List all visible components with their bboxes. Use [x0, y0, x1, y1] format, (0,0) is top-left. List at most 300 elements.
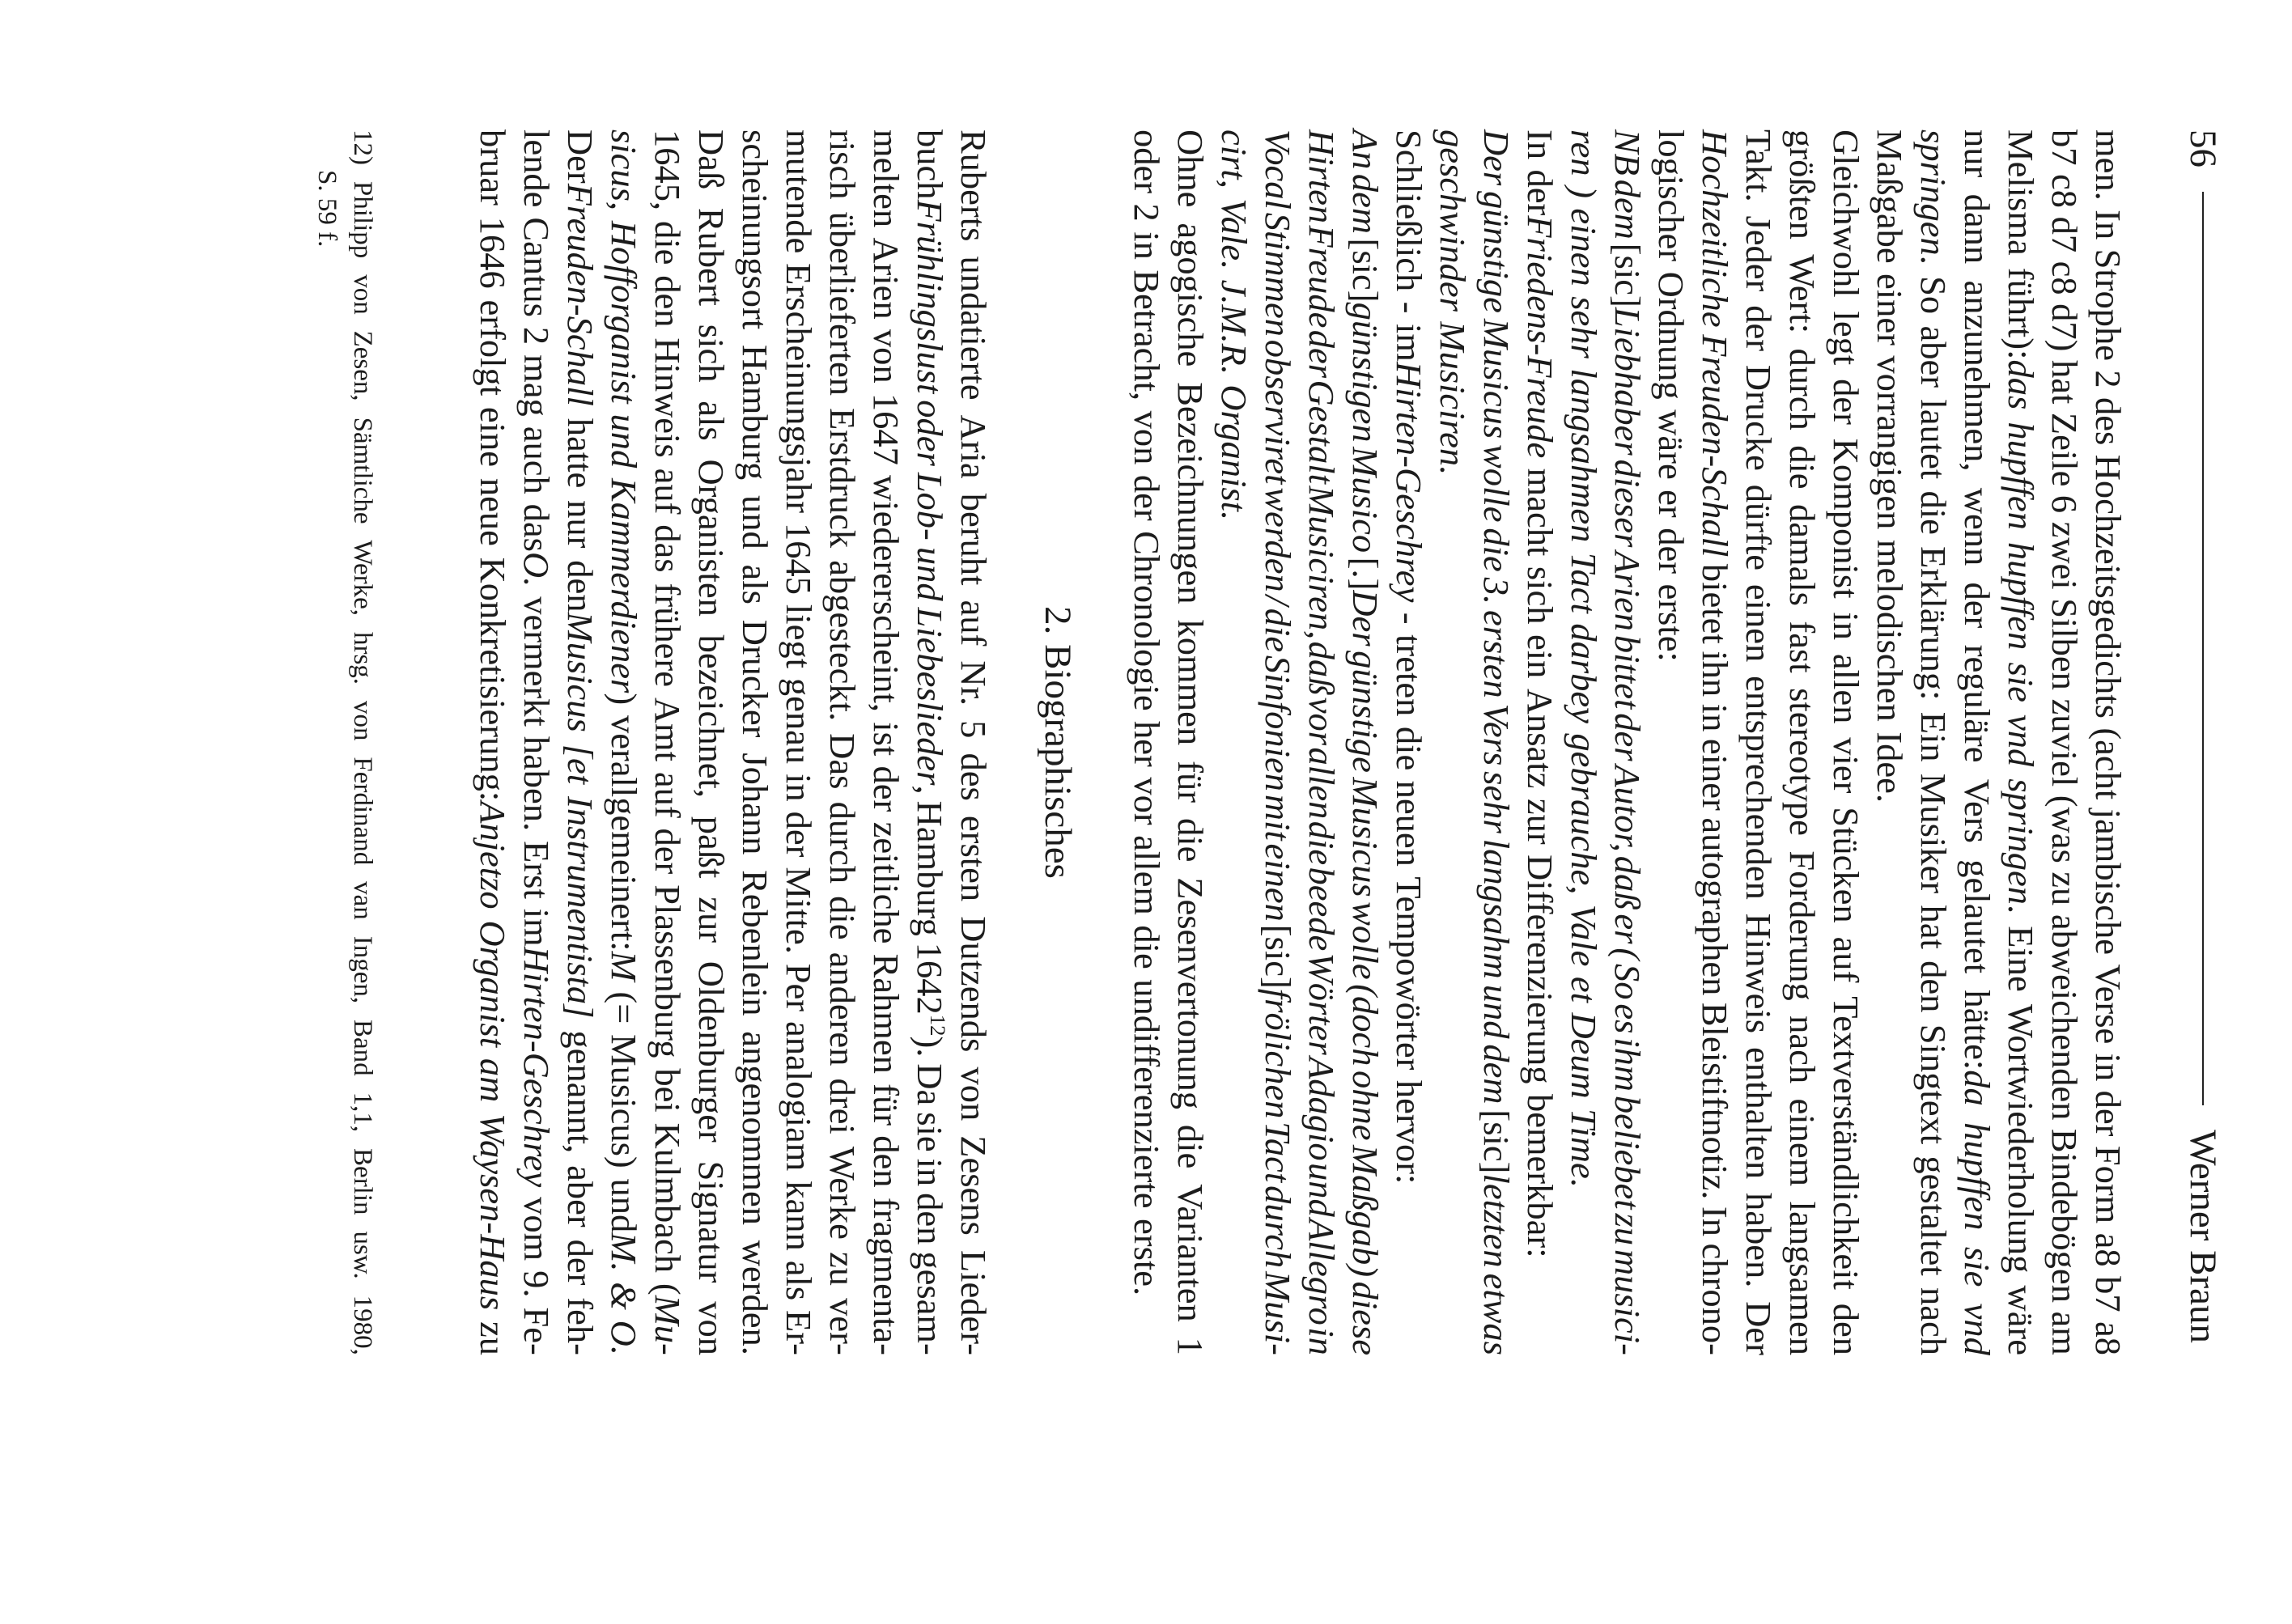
word: den — [647, 275, 688, 328]
word: chrono- — [1695, 1243, 1735, 1355]
word: neuen — [1389, 780, 1429, 867]
word: der — [1127, 474, 1167, 521]
word: So — [1607, 963, 1648, 1000]
paragraph — [1649, 129, 1868, 1355]
word: für — [866, 1083, 906, 1126]
word: dem — [1345, 173, 1386, 235]
word: Varianten — [1170, 1184, 1211, 1322]
word: Er- — [779, 1310, 819, 1355]
word: Freude — [1301, 225, 1342, 329]
word: ohne — [1345, 1070, 1386, 1141]
word: in — [1301, 1327, 1342, 1355]
word: macht — [1520, 468, 1560, 557]
word: Signatur — [691, 1160, 732, 1283]
word: sehr — [1564, 296, 1604, 358]
section-heading: 2. Biographisches — [1037, 606, 1079, 879]
text-line — [1562, 129, 1606, 1355]
word: Wörter — [1301, 952, 1342, 1055]
word: auf — [647, 468, 688, 515]
word: ihm — [1607, 1037, 1648, 1092]
word: bietet — [1695, 563, 1735, 644]
word: a8 — [2088, 1232, 2129, 1267]
word: et — [1564, 976, 1604, 1003]
word: sich — [1520, 566, 1560, 625]
word: als — [691, 401, 732, 441]
word: [et — [560, 744, 601, 785]
word: musici- — [1607, 1249, 1648, 1355]
word: So — [1913, 276, 1954, 315]
word: oder — [1127, 129, 1167, 194]
word: kommen — [1170, 619, 1211, 746]
word: allem — [1127, 835, 1167, 915]
word: Erklärung: — [1913, 546, 1954, 701]
word: hupffen — [2001, 541, 2041, 651]
word: Oldenburger — [691, 960, 732, 1143]
word: gesam- — [910, 1251, 950, 1355]
text-line — [1649, 129, 1693, 1355]
word: Verse — [2088, 964, 2129, 1045]
word: der — [779, 811, 819, 858]
word: einem — [1782, 1098, 1823, 1187]
word: Textverständlichkeit — [1826, 996, 1866, 1290]
word: Arien — [866, 237, 906, 320]
word: NB — [1607, 129, 1648, 176]
word: erste: — [1651, 583, 1691, 662]
text-line — [558, 129, 602, 1355]
word: denMusicus — [560, 560, 601, 732]
word: durch — [1258, 1185, 1298, 1269]
word: Bezeichnungen — [1170, 382, 1211, 604]
word: Wert: — [1782, 254, 1823, 334]
word: er — [1651, 490, 1691, 518]
word: zu — [2044, 871, 2085, 906]
word: Hamburg — [735, 344, 775, 481]
word: vermerkt — [516, 596, 557, 727]
word: enthalten — [1738, 1047, 1779, 1180]
word: Hinweis — [1738, 913, 1779, 1034]
word: anderen — [822, 952, 863, 1066]
word: bei — [647, 1068, 688, 1113]
word: (= — [604, 991, 644, 1024]
word: bruar — [473, 129, 513, 206]
word: Maßgab) — [1345, 1144, 1386, 1278]
word: den — [1826, 1303, 1866, 1355]
word: er — [1607, 914, 1648, 944]
word: die — [1476, 528, 1517, 572]
word: am — [2044, 1311, 2085, 1355]
word: am — [473, 1058, 513, 1103]
word: Aria — [953, 414, 994, 479]
word: erfolgt — [473, 299, 513, 396]
word: ( — [1607, 948, 1648, 960]
word: wenn — [1957, 487, 1997, 566]
paragraph — [1518, 129, 1562, 1355]
word: springen. — [2001, 778, 2041, 914]
word: aber — [560, 1165, 601, 1228]
paragraph — [1125, 129, 1212, 1355]
word: die — [1782, 445, 1823, 490]
word: Organist. — [1214, 384, 1254, 521]
word: der — [560, 1239, 601, 1286]
word: 1 — [1170, 1337, 1211, 1355]
word: vnd — [1957, 1303, 1997, 1355]
word: werden. — [735, 1240, 775, 1355]
word: undatierte — [953, 256, 994, 401]
word: den — [1913, 960, 1954, 1013]
paragraph — [1868, 129, 2130, 1355]
word: J.M.R. — [1214, 279, 1254, 375]
word: überlieferten — [822, 211, 863, 396]
word: und — [1476, 984, 1517, 1039]
word: eine — [473, 406, 513, 468]
word: mag — [516, 354, 557, 417]
word: paßt — [691, 816, 732, 879]
word: der — [2088, 1090, 2129, 1137]
word: zwei — [2044, 521, 2085, 590]
word: bittet — [1607, 634, 1648, 710]
word: Vale. — [1214, 198, 1254, 270]
word: Singtext — [1913, 1024, 1954, 1145]
footnote — [309, 129, 380, 1355]
word: / — [1258, 595, 1298, 605]
word: haben. — [516, 736, 557, 832]
word: vor — [1127, 777, 1167, 825]
word: frühere — [647, 583, 688, 687]
word: Organisten — [691, 459, 732, 617]
word: (acht — [2088, 727, 2129, 800]
word: Eine — [2001, 926, 2041, 992]
word: Stimmen — [1258, 212, 1298, 337]
word: den — [910, 1193, 950, 1245]
word: DerFreuden-Schall — [560, 129, 601, 406]
word: sie — [910, 1112, 950, 1152]
word: einer — [1870, 273, 1910, 346]
text-line — [1125, 129, 1169, 1355]
word: einen — [1564, 208, 1604, 286]
word: führt):das — [2001, 267, 2041, 410]
word: Freuden-Schall — [1695, 334, 1735, 558]
word: beede — [1301, 867, 1342, 952]
word: Gleichwohl — [1826, 129, 1866, 298]
word: in — [2088, 1053, 2129, 1082]
word: Betracht, — [1127, 269, 1167, 401]
word: bemerkbar: — [1520, 1093, 1560, 1258]
word: es — [1607, 1003, 1648, 1034]
word: der — [866, 765, 906, 812]
word: Erstdruck — [822, 408, 863, 549]
running-author: Werner Braun — [2182, 1130, 2224, 1343]
word: geschwinder — [1432, 129, 1473, 312]
word: auf — [1826, 936, 1866, 983]
word: genau — [779, 677, 819, 765]
word: (was — [2044, 795, 2085, 863]
word: Kulmbach — [647, 1122, 688, 1274]
word: legt — [1826, 311, 1866, 366]
word: verallgemeinert:M — [604, 714, 644, 982]
word: nur — [1957, 129, 1997, 178]
word: beliebet — [1607, 1095, 1648, 1210]
word: günstige — [1476, 191, 1517, 313]
word: Arien — [1607, 551, 1648, 632]
word: drei — [822, 1078, 863, 1134]
word: Vale — [1564, 904, 1604, 967]
word: 1646 — [473, 216, 513, 289]
word: hat — [1913, 905, 1954, 949]
word: von — [691, 1301, 732, 1355]
word: zu — [473, 1321, 513, 1355]
word: auch — [516, 426, 557, 494]
word: zu — [822, 1251, 863, 1286]
word: von — [866, 329, 906, 384]
text-line — [1212, 129, 1256, 1355]
word: Drucker — [735, 619, 775, 738]
word: Time. — [1564, 1109, 1604, 1188]
word: Jeder — [1738, 215, 1779, 292]
word: kann — [779, 1181, 819, 1251]
word: einen — [1258, 843, 1298, 922]
word: der — [1738, 305, 1779, 352]
word: die — [1389, 726, 1429, 771]
word: Cantus — [516, 217, 557, 317]
word: feh- — [560, 1297, 601, 1355]
word: Fe- — [516, 1307, 557, 1355]
word: sich — [691, 324, 732, 383]
text-line — [1955, 129, 1999, 1355]
word: scheinungsort — [735, 129, 775, 330]
text-line — [1387, 129, 1431, 1355]
word: Plassenburg — [647, 884, 688, 1058]
book-page — [73, 8, 2226, 1618]
word: werden — [1258, 487, 1298, 592]
word: daß — [1607, 855, 1648, 910]
word: fast — [1782, 621, 1823, 673]
word: ersten — [953, 815, 994, 902]
word: Liebeslieder, — [910, 607, 950, 795]
word: und — [1301, 1162, 1342, 1217]
word: Ordnung — [1651, 271, 1691, 400]
word: Dutzends — [953, 916, 994, 1053]
word: 5 — [953, 720, 994, 739]
word: des — [953, 753, 994, 801]
word: stereotype — [1782, 688, 1823, 836]
word: Werke — [822, 1146, 863, 1240]
word: von — [953, 1066, 994, 1122]
word: lautet — [1913, 399, 1954, 480]
text-line — [1693, 129, 1737, 1355]
text-line — [1343, 129, 1387, 1355]
word: dem — [1607, 179, 1648, 240]
text-line — [690, 129, 733, 1355]
word: Musico — [1345, 447, 1386, 553]
word: sicus, — [604, 129, 644, 211]
word: 1642$^{12}$). — [910, 942, 950, 1058]
word: Melisma — [2001, 129, 2041, 256]
word: imHirten-Geschrey — [516, 908, 557, 1188]
word: dem — [1476, 1044, 1517, 1105]
word: Adagio — [1301, 1057, 1342, 1161]
word: Da — [910, 1063, 950, 1106]
word: hatte — [560, 418, 601, 489]
word: ist — [866, 722, 906, 757]
word: [sic]letzten — [1476, 1109, 1517, 1268]
word: der — [1957, 582, 1997, 629]
paragraph — [1431, 129, 1518, 1355]
word: größten — [1782, 129, 1823, 240]
text-line — [1256, 129, 1300, 1355]
word: Zeile — [2044, 412, 2085, 487]
word: und — [735, 495, 775, 549]
word: [.]Der — [1345, 557, 1386, 647]
word: abgesteckt. — [822, 560, 863, 722]
word: Konkretisierung:Anjetzo — [473, 557, 513, 910]
word: undM. — [604, 1178, 644, 1272]
word: nach — [1782, 1016, 1823, 1084]
word: Idee. — [1870, 731, 1910, 803]
word: autographen — [1695, 817, 1735, 996]
word: sie — [1957, 1246, 1997, 1287]
word: mit — [1258, 794, 1298, 841]
word: Silben — [2044, 598, 2085, 690]
text-line — [1999, 129, 2043, 1355]
word: ver- — [822, 1298, 863, 1355]
word: jambische — [2088, 808, 2129, 956]
main-text — [471, 129, 2130, 1355]
paragraph — [1387, 129, 1431, 1355]
word: Rahmen — [866, 953, 906, 1074]
word: zeitliche — [866, 821, 906, 944]
paragraph — [1562, 129, 1649, 1355]
text-line — [952, 129, 995, 1355]
word: imHirten-Geschrey — [1389, 323, 1429, 603]
word: wäre — [2001, 1285, 2041, 1355]
word: cirt, — [1214, 129, 1254, 189]
word: die — [1301, 820, 1342, 866]
word: Strophe — [2088, 248, 2129, 362]
word: Stücken — [1826, 807, 1866, 923]
word: auf — [953, 600, 994, 647]
word: Rubert — [691, 207, 732, 307]
word: Tact — [1258, 1122, 1298, 1183]
word: An — [1345, 129, 1386, 170]
word: das — [647, 524, 688, 573]
word: angenommen — [735, 1031, 775, 1226]
word: durch — [822, 801, 863, 884]
word: wäre — [1651, 409, 1691, 480]
word: zuviel — [2044, 698, 2085, 787]
text-line — [2043, 129, 2086, 1355]
word: Hochzeitliche — [1695, 129, 1735, 328]
word: Waysen-Haus — [473, 1113, 513, 1311]
word: Erst — [516, 841, 557, 899]
word: Ein — [1913, 711, 1954, 762]
word: Hirten — [1301, 129, 1342, 224]
text-line — [1912, 129, 1955, 1355]
word: der — [1651, 528, 1691, 575]
text-line — [821, 129, 864, 1355]
word: Deum — [1564, 1012, 1604, 1099]
word: undifferenzierte — [1127, 979, 1167, 1209]
word: analogiam — [779, 1021, 819, 1172]
word: Hofforganist — [604, 220, 644, 404]
word: als — [779, 1260, 819, 1301]
word: O. — [604, 1320, 644, 1355]
word: Differenzierung — [1520, 854, 1560, 1084]
word: Der — [1476, 129, 1517, 186]
word: b7 — [2044, 129, 2085, 166]
word: 3. — [1476, 577, 1517, 605]
word: zur — [1520, 798, 1560, 845]
word: für — [1170, 761, 1211, 804]
word: hupffen — [1957, 1122, 1997, 1231]
word: In — [2088, 210, 2129, 240]
word: buchFrühlingslust — [910, 129, 950, 394]
word: Autor, — [1607, 765, 1648, 852]
word: die — [647, 221, 688, 265]
word: ) — [1564, 186, 1604, 198]
word: ihn — [1695, 651, 1735, 698]
word: vor — [1301, 697, 1342, 746]
word: Form — [2088, 1145, 2129, 1224]
word: darbey — [1564, 623, 1604, 723]
word: entsprechenden — [1738, 676, 1779, 900]
text-line — [1431, 129, 1475, 1355]
word: langsahm — [1476, 838, 1517, 979]
word: 1647 — [866, 392, 906, 465]
word: liegt — [779, 604, 819, 668]
word: genannt, — [560, 1030, 601, 1154]
word: Takt. — [1738, 129, 1779, 202]
word: ren — [1564, 129, 1604, 176]
word: Vers — [1476, 703, 1517, 766]
word: d7) — [2044, 303, 2085, 352]
word: hupffen — [2001, 422, 2041, 530]
word: Mitte. — [779, 867, 819, 954]
word: und — [910, 546, 950, 601]
word: gestaltet — [1913, 1155, 1954, 1276]
word: Tact — [1564, 552, 1604, 613]
word: springen. — [1913, 129, 1954, 265]
word: diese — [1345, 1281, 1386, 1355]
word: vnd — [2001, 714, 2041, 767]
word: d7 — [2044, 216, 2085, 253]
word: daß — [1301, 641, 1342, 696]
word: - — [1389, 301, 1429, 314]
word: in — [1826, 612, 1866, 641]
word: sehr — [1476, 771, 1517, 833]
word: lende — [516, 129, 557, 208]
word: gebrauche, — [1564, 733, 1604, 895]
text-line — [646, 129, 690, 1355]
word: Lob- — [910, 472, 950, 541]
word: Vers — [1957, 778, 1997, 843]
word: her — [1127, 721, 1167, 767]
word: 1645 — [779, 522, 819, 595]
word: [sic]frölichen — [1258, 924, 1298, 1119]
word: die — [1258, 608, 1298, 653]
word: 6 — [2044, 494, 2085, 514]
word: Chronologie — [1127, 531, 1167, 711]
word: Instrumentista] — [560, 796, 601, 1019]
word: & — [604, 1282, 644, 1310]
word: Der — [1738, 1301, 1779, 1355]
word: anzunehmen, — [1957, 280, 1997, 472]
word: Drucke — [1738, 364, 1779, 471]
footnote-line: S. 59 f. — [312, 170, 342, 248]
word: der — [1826, 379, 1866, 425]
word: Nr. — [953, 660, 994, 706]
word: wiedererscheint, — [866, 475, 906, 712]
word: c8 — [2044, 261, 2085, 295]
